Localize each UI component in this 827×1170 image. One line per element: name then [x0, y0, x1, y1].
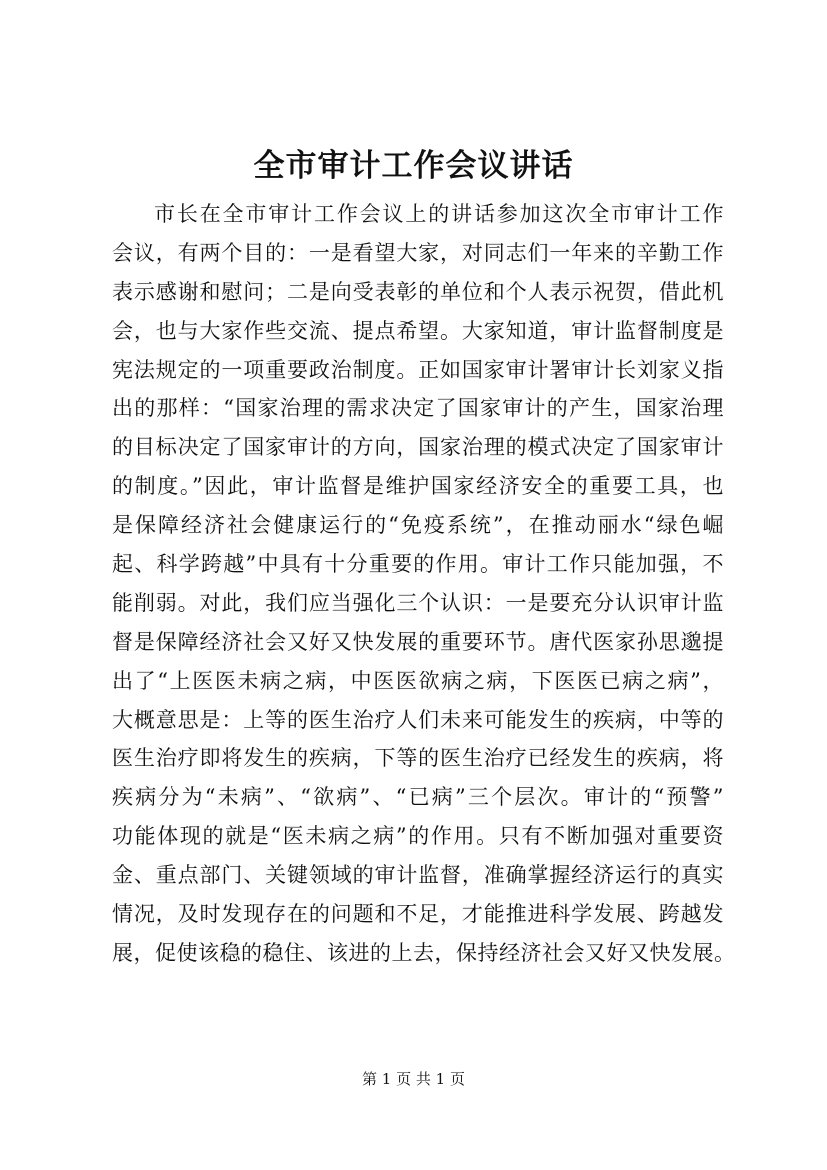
body-line: 会，也与大家作些交流、提点希望。大家知道，审计监督制度是: [112, 318, 724, 343]
body-line: 能削弱。对此，我们应当强化三个认识：一是要充分认识审计监: [112, 590, 724, 615]
body-line: 起、科学跨越”中具有十分重要的作用。审计工作只能加强，不: [112, 552, 724, 577]
body-line: 宪法规定的一项重要政治制度。正如国家审计署审计长刘家义指: [112, 357, 724, 382]
body-line: 金、重点部门、关键领域的审计监督，准确掌握经济运行的真实: [112, 863, 724, 888]
document-body: [112, 195, 736, 973]
body-line: 出的那样：“国家治理的需求决定了国家审计的产生，国家治理: [112, 396, 724, 421]
body-line: 市长在全市审计工作会议上的讲话参加这次全市审计工作: [154, 202, 724, 226]
body-line: 的目标决定了国家审计的方向，国家治理的模式决定了国家审计: [112, 435, 724, 460]
body-line: 出了“上医医未病之病，中医医欲病之病，下医医已病之病”，: [112, 668, 724, 693]
page-footer: 第 1 页 共 1 页: [362, 1070, 465, 1088]
body-line: 功能体现的就是“医未病之病”的作用。只有不断加强对重要资: [112, 824, 724, 849]
body-line: 的制度。”因此，审计监督是维护国家经济安全的重要工具，也: [112, 474, 724, 499]
body-line: 展，促使该稳的稳住、该进的上去，保持经济社会又好又快发展。: [112, 940, 736, 965]
body-line: 医生治疗即将发生的疾病，下等的医生治疗已经发生的疾病，将: [112, 746, 724, 771]
body-line: 大概意思是：上等的医生治疗人们未来可能发生的疾病，中等的: [112, 707, 724, 732]
body-line: 情况，及时发现存在的问题和不足，才能推进科学发展、跨越发: [112, 902, 724, 927]
body-line: 是保障经济社会健康运行的“免疫系统”，在推动丽水“绿色崛: [112, 513, 724, 538]
document-title: 全市审计工作会议讲话: [253, 148, 574, 184]
body-line: 表示感谢和慰问；二是向受表彰的单位和个人表示祝贺，借此机: [112, 279, 724, 304]
body-line: 督是保障经济社会又好又快发展的重要环节。唐代医家孙思邈提: [112, 629, 724, 654]
body-line: 疾病分为“未病”、“欲病”、“已病”三个层次。审计的“预警”: [112, 785, 724, 810]
body-line: 会议，有两个目的：一是看望大家，对同志们一年来的辛勤工作: [112, 240, 724, 265]
